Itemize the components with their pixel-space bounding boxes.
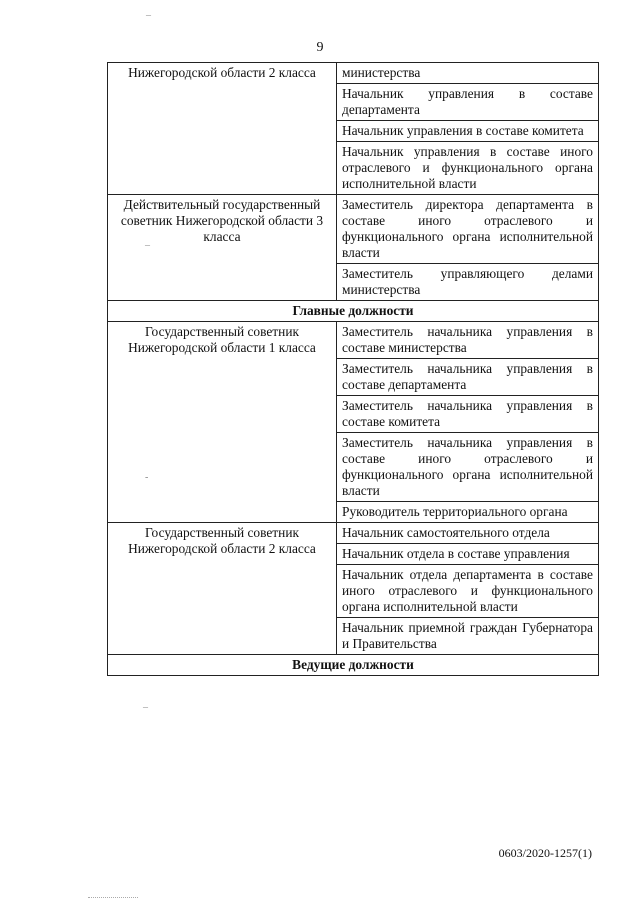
table-row [108,195,599,264]
scan-mark-left-2: - [145,472,149,483]
section-heading-row [108,301,599,322]
position-cell: Начальник самостоятельного отдела [337,523,599,544]
class-rank-cell: Государственный советник Нижегородской области 2 класса [108,523,337,655]
class-rank-cell: Государственный советник Нижегородской области 1 класса [108,322,337,523]
page-number: 9 [316,40,324,55]
position-cell: министерства [337,63,599,84]
scan-mark-left-1: – [145,240,150,251]
position-cell: Заместитель начальника управления в составе министерства [337,322,599,359]
position-cell: Заместитель директора департамента в составе иного отраслевого и функционального органа исполнительной власти [337,195,599,264]
class-rank-cell: Действительный государственный советник Нижегородской области 3 класса [108,195,337,301]
section-heading-row [108,655,599,676]
position-cell: Заместитель начальника управления в составе департамента [337,359,599,396]
position-cell: Заместитель управляющего делами министерства [337,264,599,301]
document-number: 0603/2020-1257(1) [498,846,592,860]
scan-mark-top: – [146,10,151,21]
position-cell: Заместитель начальника управления в составе иного отраслевого и функционального органа исполнительной власти [337,433,599,502]
positions-table [107,62,599,676]
position-cell: Заместитель начальника управления в составе комитета [337,396,599,433]
position-cell: Начальник управления в составе комитета [337,121,599,142]
position-cell: Начальник управления в составе иного отраслевого и функционального органа исполнительной власти [337,142,599,195]
section-heading: Главные должности [108,301,599,322]
section-heading: Ведущие должности [108,655,599,676]
table-body [108,63,599,676]
table-row [108,322,599,359]
table-row [108,63,599,84]
position-cell: Начальник приемной граждан Губернатора и Правительства [337,618,599,655]
position-cell: Руководитель территориального органа [337,502,599,523]
scan-mark-left-3: – [143,702,148,713]
table-row [108,523,599,544]
position-cell: Начальник управления в составе департамента [337,84,599,121]
position-cell: Начальник отдела департамента в составе иного отраслевого и функционального органа исполнительной власти [337,565,599,618]
class-rank-cell: Нижегородской области 2 класса [108,63,337,195]
footer-scan-mark [88,897,138,898]
position-cell: Начальник отдела в составе управления [337,544,599,565]
